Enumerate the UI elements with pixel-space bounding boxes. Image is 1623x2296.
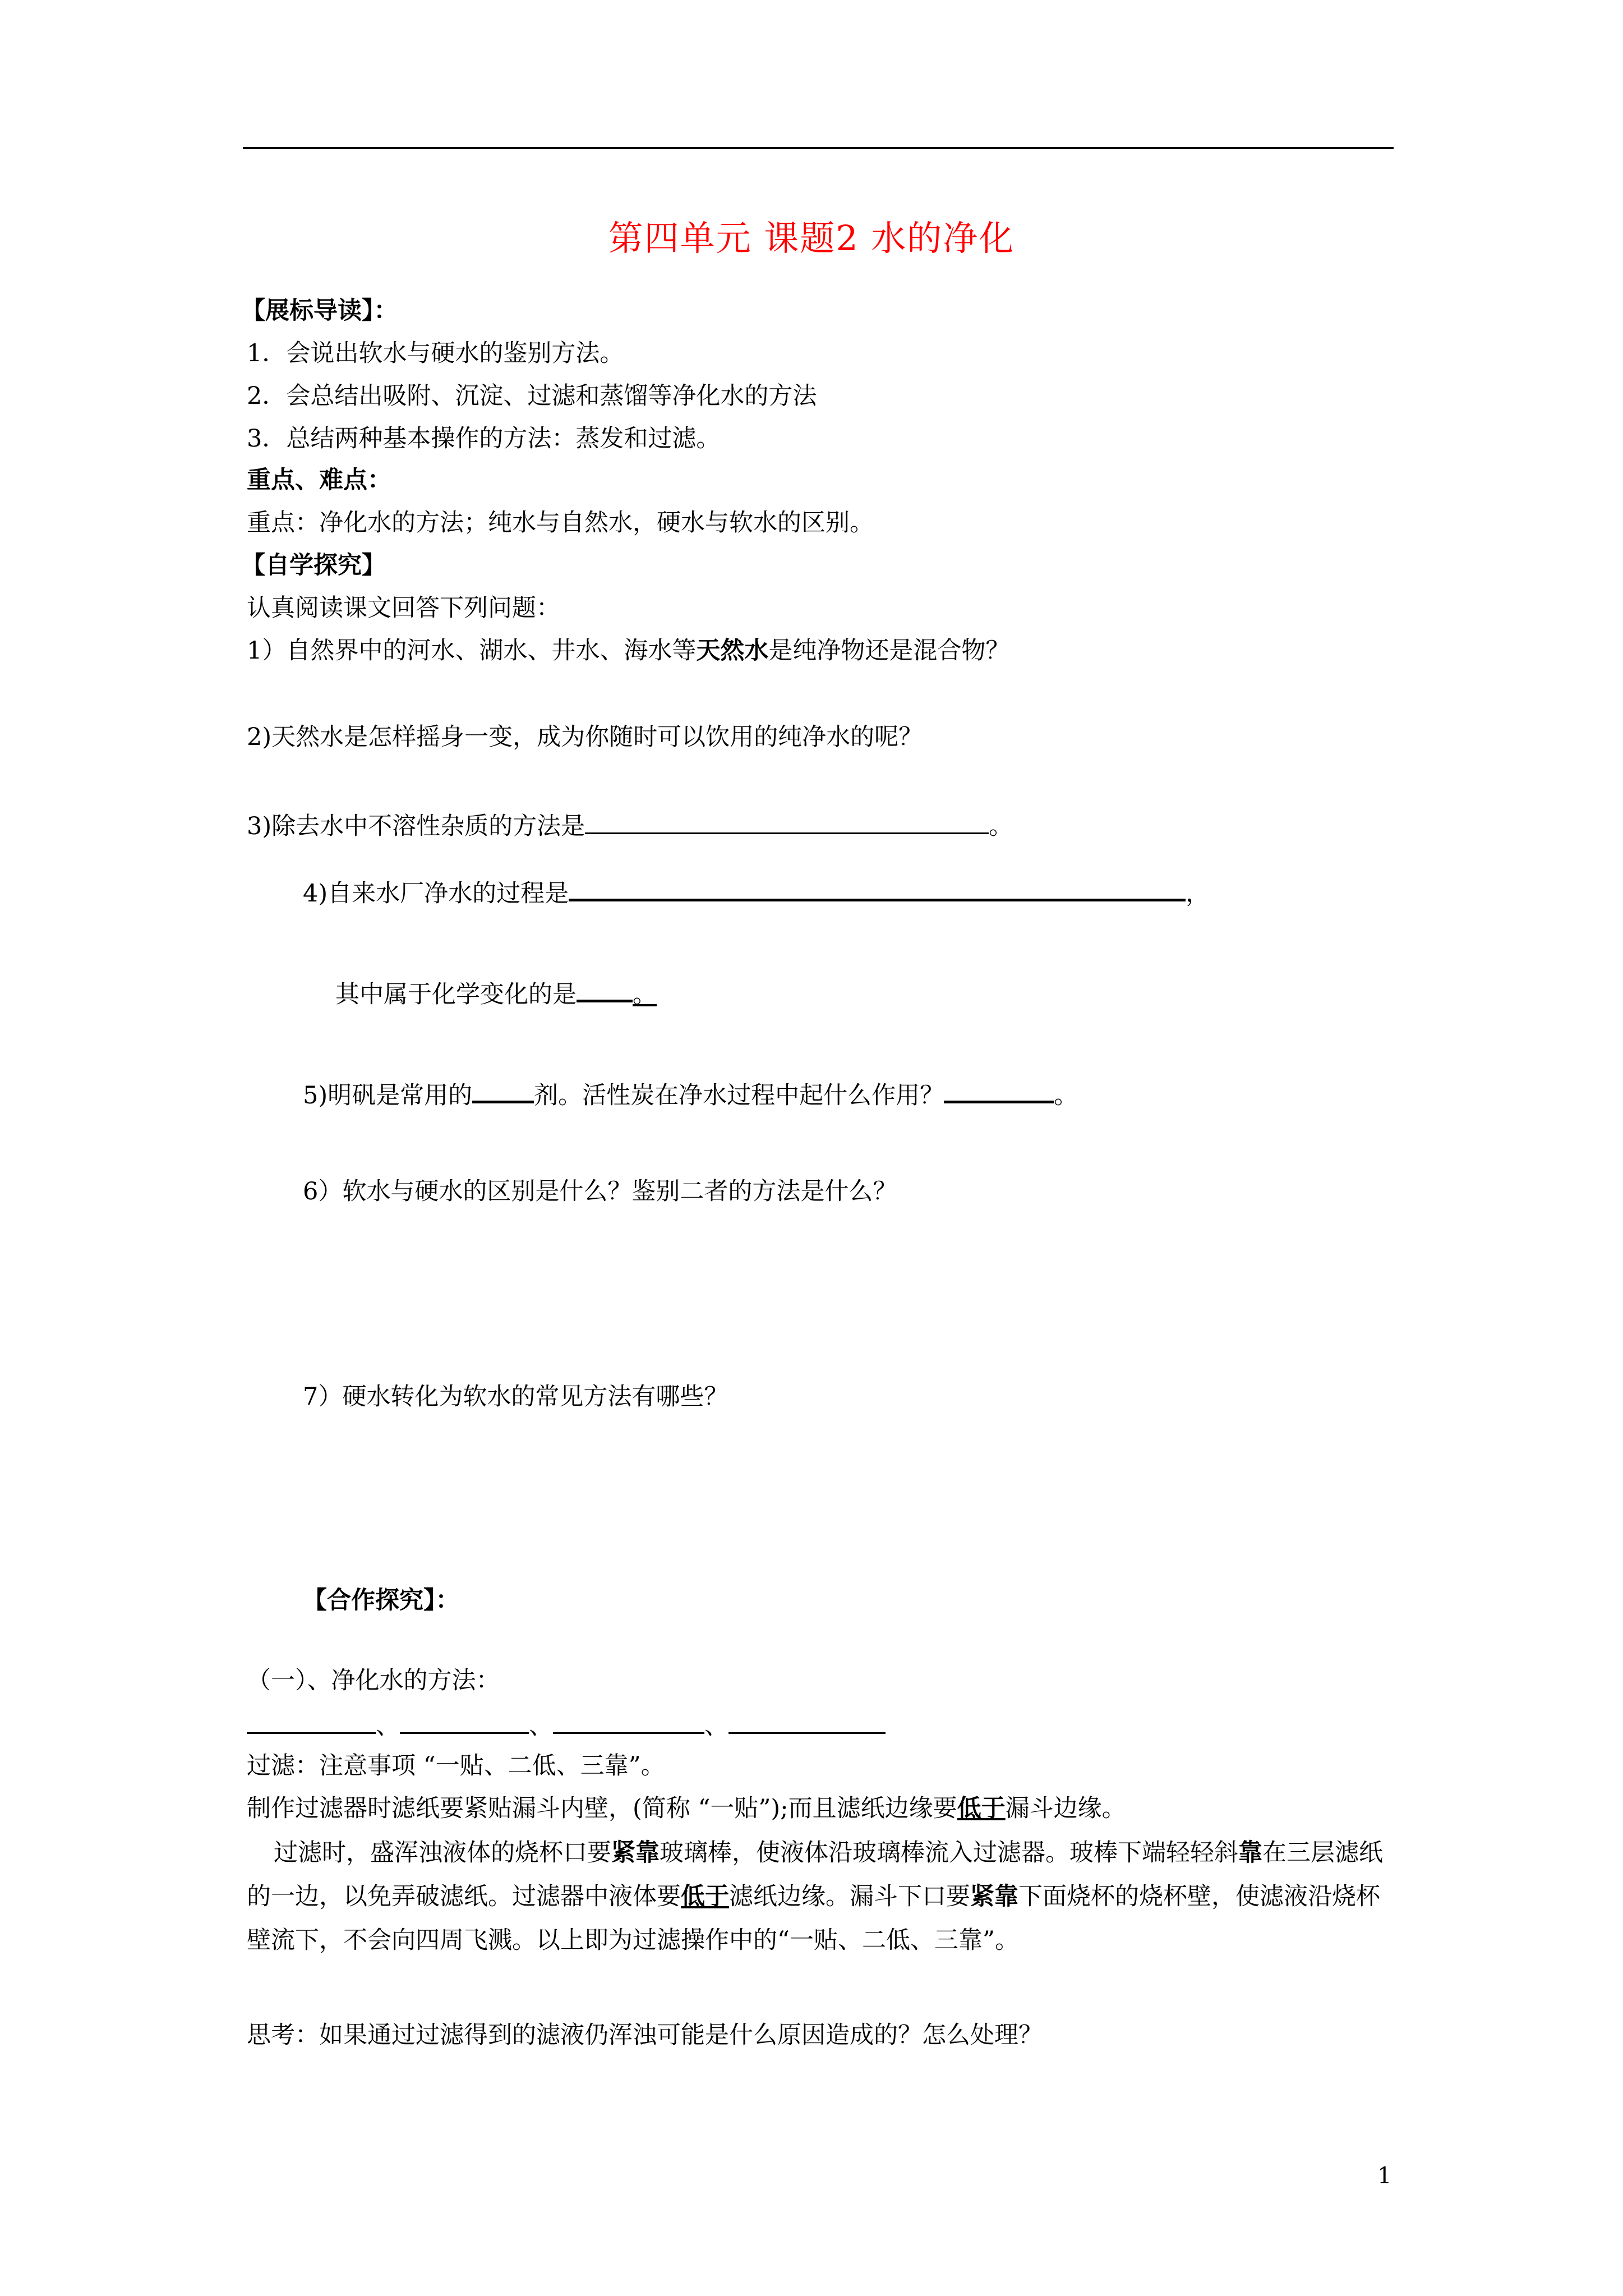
question-4-post: ，	[1186, 880, 1210, 908]
zhanbiao-heading: 【展标导读】：	[241, 297, 398, 325]
filter-p2-e: 滤纸边缘。漏斗下口要	[729, 1883, 970, 1911]
question-1-bold: 天然水	[696, 637, 769, 665]
think-question: 思考：如果通过过滤得到的滤液仍浑浊可能是什么原因造成的？怎么处理？	[247, 2021, 1043, 2049]
question-2: 2)天然水是怎样摇身一变，成为你随时可以饮用的纯净水的呢？	[247, 723, 923, 751]
self-study-intro: 认真阅读课文回答下列问题：	[247, 594, 560, 622]
answer-blank-4[interactable]	[569, 873, 1186, 901]
zhanbiao-item-2: 2．会总结出吸附、沉淀、过滤和蒸馏等净化水的方法	[247, 382, 817, 410]
question-6: 6）软水与硬水的区别是什么？鉴别二者的方法是什么？	[303, 1177, 897, 1205]
key-points-text: 重点：净化水的方法；纯水与自然水，硬水与软水的区别。	[247, 509, 874, 537]
answer-blank-3[interactable]	[585, 807, 989, 834]
filter-p2-c: 玻璃棒，使液体沿玻璃棒流入过滤器。玻棒下端轻轻斜	[660, 1839, 1238, 1867]
answer-blank-5b[interactable]	[944, 1075, 1054, 1103]
filter-p2-a: 过滤时，盛浑浊液体的烧杯口要	[274, 1839, 611, 1867]
question-7: 7）硬水转化为软水的常见方法有哪些？	[303, 1383, 728, 1411]
filter-p1-emph: 低于	[957, 1795, 1006, 1823]
filter-p2-emph-2: 靠	[1238, 1839, 1262, 1867]
question-5-post: 。	[1054, 1082, 1078, 1110]
method-blank-3[interactable]	[553, 1706, 704, 1734]
filter-paragraph-2	[247, 1831, 1394, 1962]
question-1	[247, 634, 1009, 668]
question-3-pre: 3)除去水中不溶性杂质的方法是	[247, 812, 585, 840]
filter-p2-emph-1: 紧靠	[611, 1839, 660, 1867]
filter-p1-pre: 制作过滤器时滤纸要紧贴漏斗内壁，(简称 “一贴”);而且滤纸边缘要	[247, 1795, 957, 1823]
key-points-heading: 重点、难点：	[247, 466, 391, 494]
cooperate-sub1: （一）、净化水的方法：	[247, 1667, 500, 1695]
page-number: 1	[1377, 2163, 1392, 2189]
filter-note: 过滤：注意事项 “一贴、二低、三靠”。	[247, 1752, 665, 1780]
zhanbiao-item-1: 1．会说出软水与硬水的鉴别方法。	[247, 339, 624, 367]
filter-p2-emph-4: 紧靠	[970, 1883, 1018, 1911]
method-blank-2[interactable]	[400, 1706, 529, 1734]
question-5	[303, 1075, 1078, 1112]
zhanbiao-item-3: 3．总结两种基本操作的方法：蒸发和过滤。	[247, 425, 721, 453]
method-blank-1[interactable]	[247, 1706, 376, 1734]
filter-p1-post: 漏斗边缘。	[1005, 1795, 1126, 1823]
question-3-post: 。	[989, 812, 1013, 840]
question-4	[303, 873, 1210, 910]
question-4-pre: 4)自来水厂净水的过程是	[303, 880, 569, 908]
cooperate-heading: 【合作探究】：	[303, 1586, 460, 1614]
filter-p2-f: 下面烧杯的烧杯壁，使滤液沿烧杯壁流下，不会向四周飞溅。以上即为过滤操作中的“一贴、二低、三靠”。	[247, 1883, 1380, 1954]
question-1-post: 是纯净物还是混合物？	[768, 637, 1010, 665]
filter-p2-d: 在三层滤纸的一边，以免弄破滤纸。过滤器中液体要	[247, 1839, 1383, 1911]
question-4b	[335, 974, 657, 1011]
header-rule	[243, 147, 1394, 149]
question-3	[247, 807, 1013, 843]
method-blanks	[247, 1706, 886, 1743]
question-5-pre: 5)明矾是常用的	[303, 1082, 473, 1110]
method-blank-4[interactable]	[728, 1706, 886, 1734]
filter-p2-emph-3: 低于	[681, 1883, 729, 1911]
method-sep-1: 、	[376, 1712, 400, 1740]
answer-blank-4b[interactable]	[577, 974, 633, 1002]
method-sep-2: 、	[529, 1712, 553, 1740]
answer-blank-5a[interactable]	[472, 1075, 534, 1103]
question-4b-pre: 其中属于化学变化的是	[335, 981, 577, 1009]
question-5-mid: 剂。活性炭在净水过程中起什么作用？	[534, 1082, 944, 1110]
method-sep-3: 、	[704, 1712, 728, 1740]
question-1-pre: 1）自然界中的河水、湖水、井水、海水等	[247, 637, 697, 665]
self-study-heading: 【自学探究】	[241, 551, 386, 579]
page-title: 第四单元 课题2 水的净化	[608, 218, 1015, 259]
filter-paragraph-1	[247, 1792, 1126, 1825]
question-4b-post: 。	[633, 981, 657, 1009]
